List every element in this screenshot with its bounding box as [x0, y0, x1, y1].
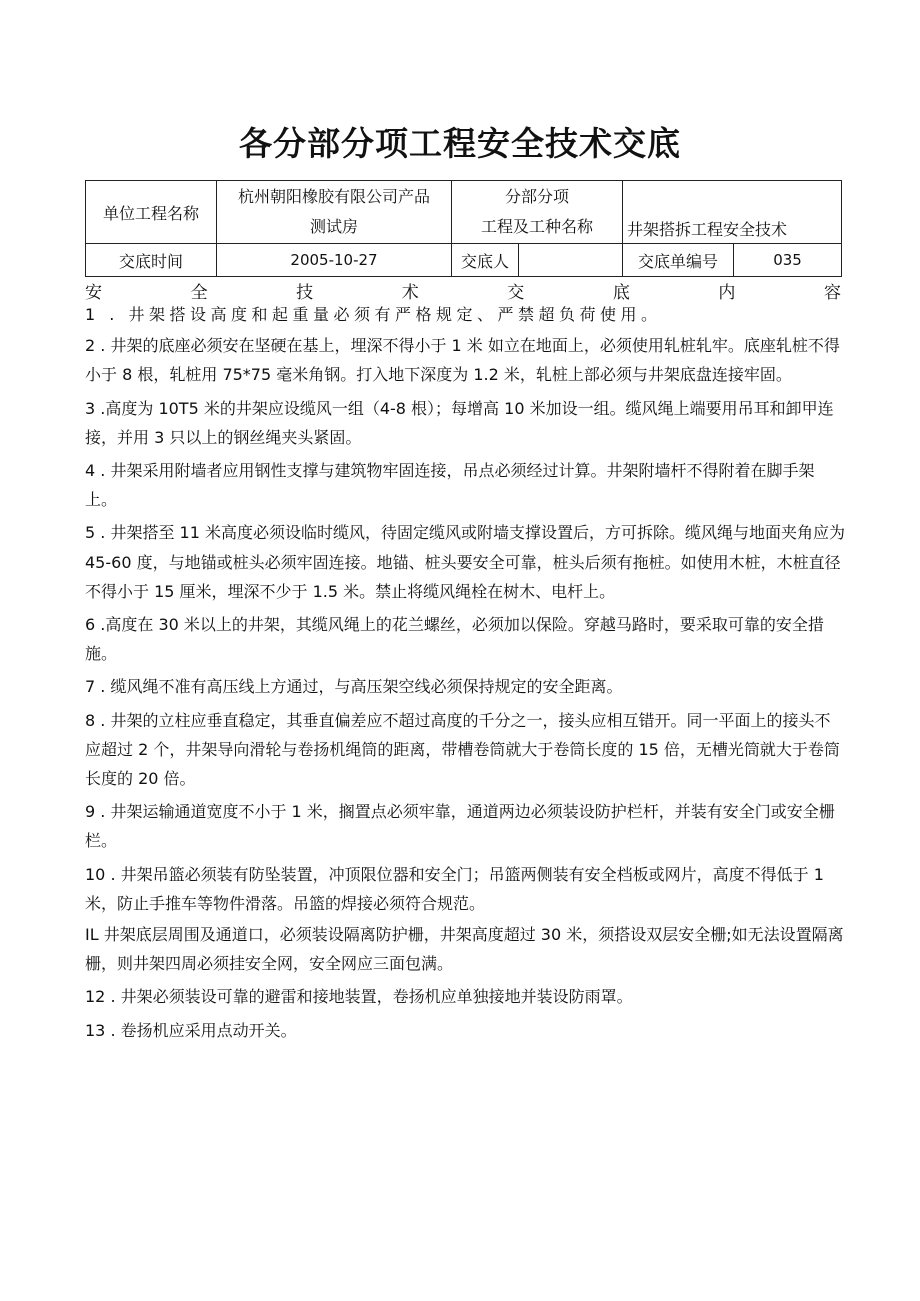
part-value-cell — [623, 181, 842, 244]
heading-char: 术 — [401, 283, 419, 303]
unit-value-cell — [217, 181, 452, 244]
document-title: 各分部分项工程安全技术交底 — [239, 124, 681, 163]
part-value: 井架搭拆工程安全技术 — [627, 220, 788, 239]
heading-char: 技 — [296, 283, 314, 303]
number-label-cell — [623, 244, 734, 277]
time-label: 交底时间 — [118, 251, 183, 271]
content-body — [85, 300, 845, 1045]
paragraph-3: 3 .高度为 10T5 米的井架应设缆风一组（4-8 根）；每增高 10 米加设一组。缆风绳上端要用吊耳和卸甲连接，并用 3 只以上的钢丝绳夹头紧固。 — [85, 398, 834, 447]
paragraph-12: 12 . 井架必须装设可靠的避雷和接地装置，卷扬机应单独接地并装设防雨罩。 — [85, 987, 633, 1007]
time-value-cell — [217, 244, 452, 277]
person-value-cell — [519, 244, 623, 277]
number-value: 035 — [773, 251, 802, 269]
time-value: 2005-10-27 — [290, 251, 378, 269]
person-label-cell — [452, 244, 519, 277]
heading-char: 底 — [612, 283, 630, 303]
paragraph-2: 2 . 井架的底座必须安在坚硬在基上，埋深不得小于 1 米 如立在地面上，必须使用轧桩轧牢。底座轧桩不得小于 8 根，轧桩用 75*75 毫米角钢。打入地下深度为 1.2 米，轧桩上部必须与井架底盘连接牢固。 — [85, 336, 840, 385]
heading-char: 容 — [823, 283, 841, 303]
heading-char: 安 — [85, 283, 102, 303]
unit-value-line2: 测试房 — [309, 217, 358, 236]
number-label: 交底单编号 — [638, 251, 719, 271]
info-table — [85, 180, 842, 277]
paragraph-8: 8 . 井架的立柱应垂直稳定，其垂直偏差应不超过高度的千分之一，接头应相互错开。同一平面上的接头不应超过 2 个，井架导向滑轮与卷扬机绳筒的距离，带槽卷筒就大于卷筒长度的 15 倍，无槽光筒就大于卷筒长度的 20 倍。 — [85, 710, 840, 789]
paragraph-1: 1 . 井架搭设高度和起重量必须有严格规定、严禁超负荷使用。 — [85, 305, 662, 324]
heading-char: 全 — [190, 283, 208, 303]
number-value-cell — [734, 244, 842, 277]
paragraph-7: 7 . 缆风绳不准有高压线上方通过，与高压架空线必须保持规定的安全距离。 — [85, 677, 623, 697]
person-label: 交底人 — [460, 251, 509, 271]
part-label-cell — [452, 181, 623, 244]
time-label-cell — [86, 244, 217, 277]
part-label-line1: 分部分项 — [505, 187, 570, 206]
paragraph-9: 9 . 井架运输通道宽度不小于 1 米，搁置点必须牢靠，通道两边必须装设防护栏杆，并装有安全门或安全栅栏。 — [85, 802, 835, 851]
unit-label: 单位工程名称 — [102, 203, 199, 223]
paragraph-6: 6 .高度在 30 米以上的井架，其缆风绳上的花兰螺丝，必须加以保险。穿越马路时，要采取可靠的安全措施。 — [85, 615, 824, 664]
part-label-line2: 工程及工种名称 — [481, 217, 594, 236]
heading-char: 交 — [507, 283, 525, 303]
paragraph-5: 5 . 井架搭至 11 米高度必须设临时缆风，待固定缆风或附墙支撑设置后，方可拆除。缆风绳与地面夹角应为 45-60 度，与地锚或桩头必须牢固连接。地锚、桩头要安全可靠，桩头后须有拖桩。如使用木桩，木桩直径不得小于 15 厘米，埋深不少于 1.5 米。禁止将缆风绳栓在树木、电杆上。 — [85, 523, 845, 601]
heading-char: 内 — [718, 283, 736, 303]
paragraph-4: 4 . 井架采用附墙者应用钢性支撑与建筑物牢固连接，吊点必须经过计算。井架附墙杆不得附着在脚手架上。 — [85, 461, 815, 510]
paragraph-11: IL 井架底层周围及通道口，必须装设隔离防护栅，井架高度超过 30 米，须搭设双层安全栅;如无法设置隔离栅，则井架四周必须挂安全网，安全网应三面包满。 — [85, 925, 844, 974]
unit-value-line1: 杭州朝阳橡胶有限公司产品 — [237, 187, 430, 206]
paragraph-10: 10 . 井架吊篮必须装有防坠装置，冲顶限位器和安全门；吊篮两侧装有安全档板或网片，高度不得低于 1 米，防止手推车等物件滑落。吊篮的焊接必须符合规范。 — [85, 864, 824, 913]
unit-label-cell — [86, 181, 217, 244]
paragraph-13: 13 . 卷扬机应采用点动开关。 — [85, 1020, 297, 1040]
